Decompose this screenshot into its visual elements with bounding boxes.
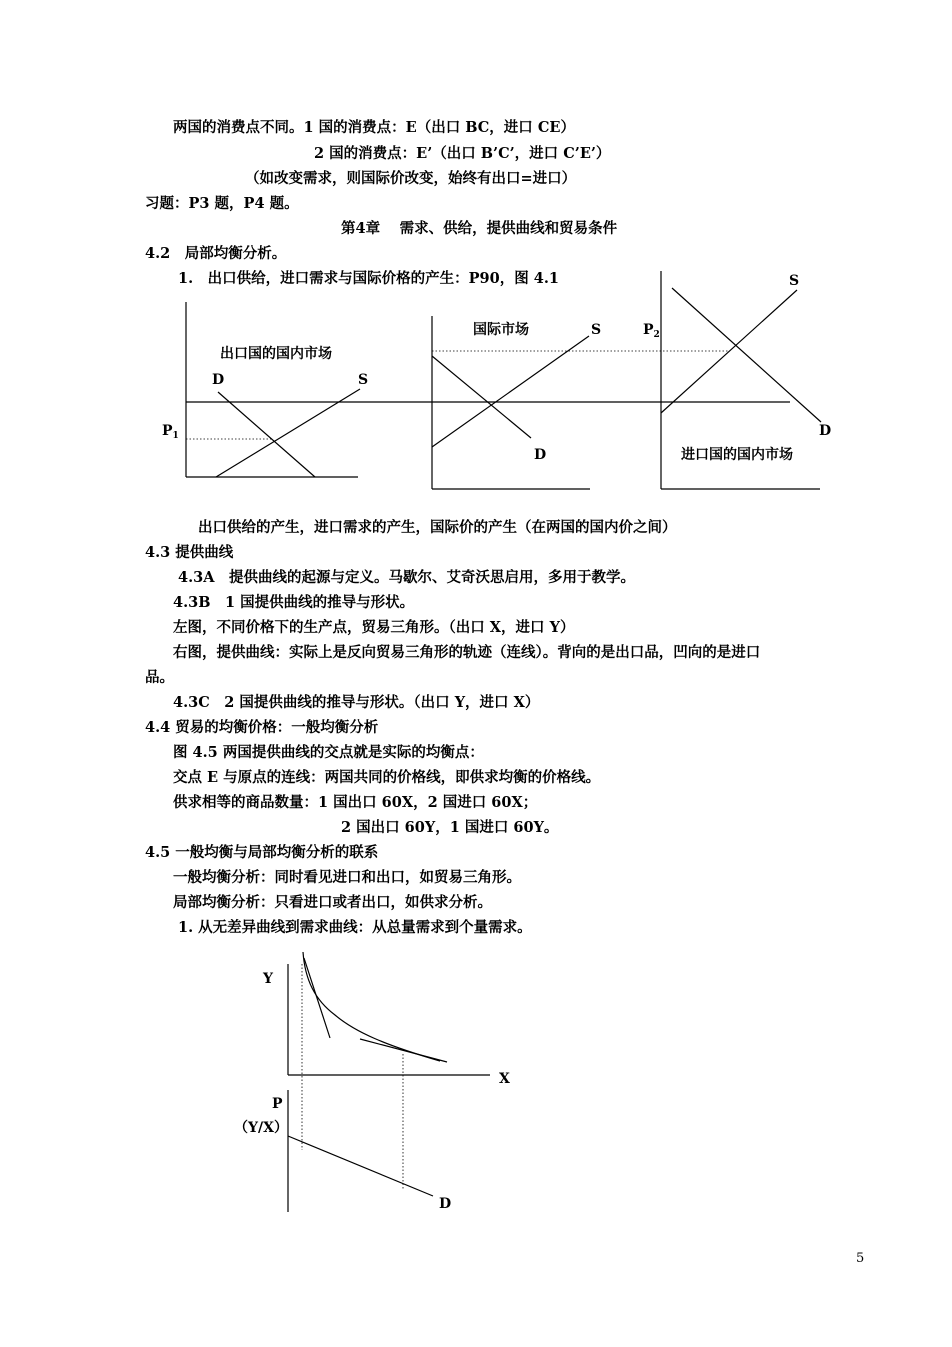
text-line-consumption-2: 2 国的消费点：E’（出口 B’C’，进口 C’E’） (314, 145, 611, 162)
text-line-exercise: 习题：P3 题，P4 题。 (145, 195, 299, 212)
text-line-left-figure: 左图，不同价格下的生产点，贸易三角形。（出口 X，进口 Y） (173, 619, 575, 636)
text-line-general-equilibrium: 一般均衡分析：同时看见进口和出口，如贸易三角形。 (173, 869, 521, 886)
p2-label (643, 322, 660, 340)
left-panel-title: 出口国的国内市场 (220, 346, 332, 362)
text-line-fig-caption: 出口供给的产生，进口需求的产生，国际价的产生（在两国的国内价之间） (198, 519, 677, 536)
tangent-line-flat (360, 1039, 447, 1062)
text-line-right-figure: 右图，提供曲线：实际上是反向贸易三角形的轨迹（连线）。背向的是出口品，凹向的是进口 (173, 644, 761, 661)
section-4-5-heading: 4.5 一般均衡与局部均衡分析的联系 (145, 844, 379, 861)
mid-demand-curve (432, 356, 531, 438)
text-line-partial-equilibrium: 局部均衡分析：只看进口或者出口，如供求分析。 (173, 894, 492, 911)
demand-d-label: D (439, 1196, 452, 1212)
p1-label-sub: 1 (172, 431, 179, 441)
section-4-3-heading: 4.3 提供曲线 (145, 544, 234, 561)
mid-d-label: D (534, 447, 547, 463)
p1-label-main: P (162, 423, 173, 439)
section-4-4-heading: 4.4 贸易的均衡价格：一般均衡分析 (145, 719, 379, 736)
text-line-fig-4-5: 图 4.5 两国提供曲线的交点就是实际的均衡点： (173, 744, 484, 761)
figure-4-1 (0, 0, 952, 520)
left-demand-curve (218, 392, 315, 477)
p-axis-label: P (272, 1096, 283, 1112)
text-line-right-figure-cont: 品。 (145, 669, 174, 686)
left-d-label: D (212, 372, 225, 388)
right-d-label: D (819, 423, 832, 439)
p-axis-unit-label: （Y/X） (234, 1120, 288, 1136)
text-line-note: （如改变需求，则国际价改变，始终有出口=进口） (245, 170, 577, 187)
section-4-2-heading: 4.2 局部均衡分析。 (145, 245, 287, 262)
left-s-label: S (358, 372, 369, 388)
p1-label (162, 423, 179, 441)
right-supply-curve (661, 290, 797, 413)
right-panel-title: 进口国的国内市场 (681, 447, 793, 463)
subsection-4-3b: 4.3B 1 国提供曲线的推导与形状。 (173, 594, 415, 611)
text-line-quantity-1: 供求相等的商品数量：1 国出口 60X，2 国进口 60X； (173, 794, 538, 811)
chapter-title: 第4章 需求、供给，提供曲线和贸易条件 (341, 220, 618, 237)
x-axis-label: X (499, 1071, 510, 1087)
demand-curve (288, 1136, 433, 1196)
item-1-heading: 1. 出口供给，进口需求与国际价格的产生：P90，图 4.1 (178, 270, 559, 287)
text-line-consumption-1: 两国的消费点不同。1 国的消费点：E（出口 BC，进口 CE） (173, 119, 575, 136)
page-number: 5 (856, 1251, 865, 1266)
y-axis-label: Y (263, 971, 273, 987)
text-line-intersection: 交点 E 与原点的连线：两国共同的价格线，即供求均衡的价格线。 (173, 769, 601, 786)
right-s-label: S (789, 273, 800, 289)
mid-panel-title: 国际市场 (473, 322, 529, 338)
item-1-indifference: 1. 从无差异曲线到需求曲线：从总量需求到个量需求。 (178, 919, 532, 936)
tangent-line-steep (304, 958, 330, 1038)
indifference-curve (303, 952, 440, 1061)
p2-label-main: P (643, 322, 654, 338)
mid-supply-curve (432, 336, 589, 447)
text-line-quantity-2: 2 国出口 60Y，1 国进口 60Y。 (341, 819, 559, 836)
subsection-4-3c: 4.3C 2 国提供曲线的推导与形状。（出口 Y，进口 X） (173, 694, 540, 711)
p2-label-sub: 2 (653, 330, 660, 340)
figure-indifference-demand (0, 940, 952, 1230)
subsection-4-3a: 4.3A 提供曲线的起源与定义。马歇尔、艾奇沃思启用，多用于教学。 (178, 569, 635, 586)
mid-s-label: S (591, 322, 602, 338)
